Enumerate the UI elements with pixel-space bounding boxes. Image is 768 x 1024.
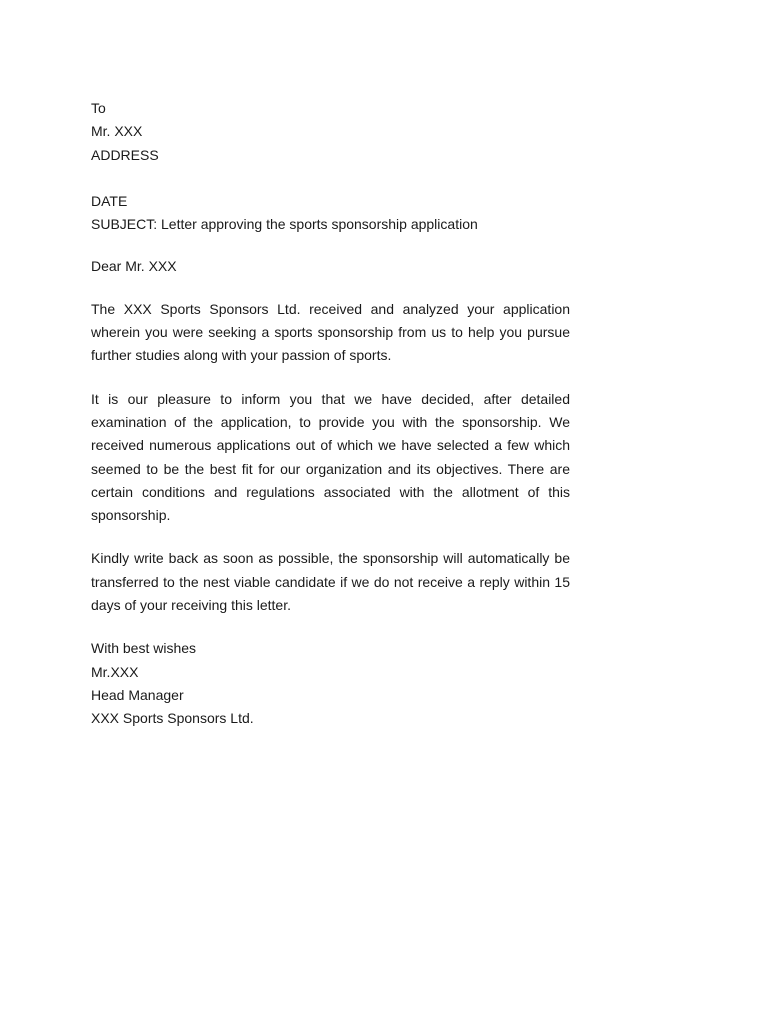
spacer <box>91 368 570 388</box>
salutation-line: Dear Mr. XXX <box>91 258 177 275</box>
signer-name-line: Mr.XXX <box>91 663 139 680</box>
paragraph-2: It is our pleasure to inform you that we have decided, after detailed examination of the application, to provide you with the sponsorship. We received numerous applications out of which we have selected a few which seemed to be the best fit for our organization and its objectives. There are certain conditions and regulations associated with the allotment of this sponsorship. <box>91 390 570 524</box>
spacer <box>91 236 570 255</box>
closing-wishes-line: With best wishes <box>91 640 197 657</box>
date-line: DATE <box>91 192 128 209</box>
recipient-address-line: ADDRESS <box>91 146 159 163</box>
recipient-block <box>91 97 570 167</box>
signer-title-line: Head Manager <box>91 686 184 703</box>
spacer <box>91 617 570 637</box>
closing-block <box>91 637 570 730</box>
spacer <box>91 167 570 190</box>
spacer <box>91 527 570 547</box>
signer-company-line: XXX Sports Sponsors Ltd. <box>91 710 254 727</box>
letter-body <box>91 97 570 731</box>
recipient-name-line: Mr. XXX <box>91 123 143 140</box>
spacer <box>91 279 570 298</box>
paragraph-3: Kindly write back as soon as possible, the sponsorship will automatically be transferred to the nest viable candidate if we do not receive a reply within 15 days of your receiving this letter. <box>91 550 570 614</box>
paragraph-1: The XXX Sports Sponsors Ltd. received and analyzed your application wherein you were seeking a sports sponsorship from us to help you pursue further studies along with your passion of sports. <box>91 300 570 364</box>
subject-line: SUBJECT: Letter approving the sports sponsorship application <box>91 216 478 233</box>
recipient-to-line: To <box>91 100 106 116</box>
